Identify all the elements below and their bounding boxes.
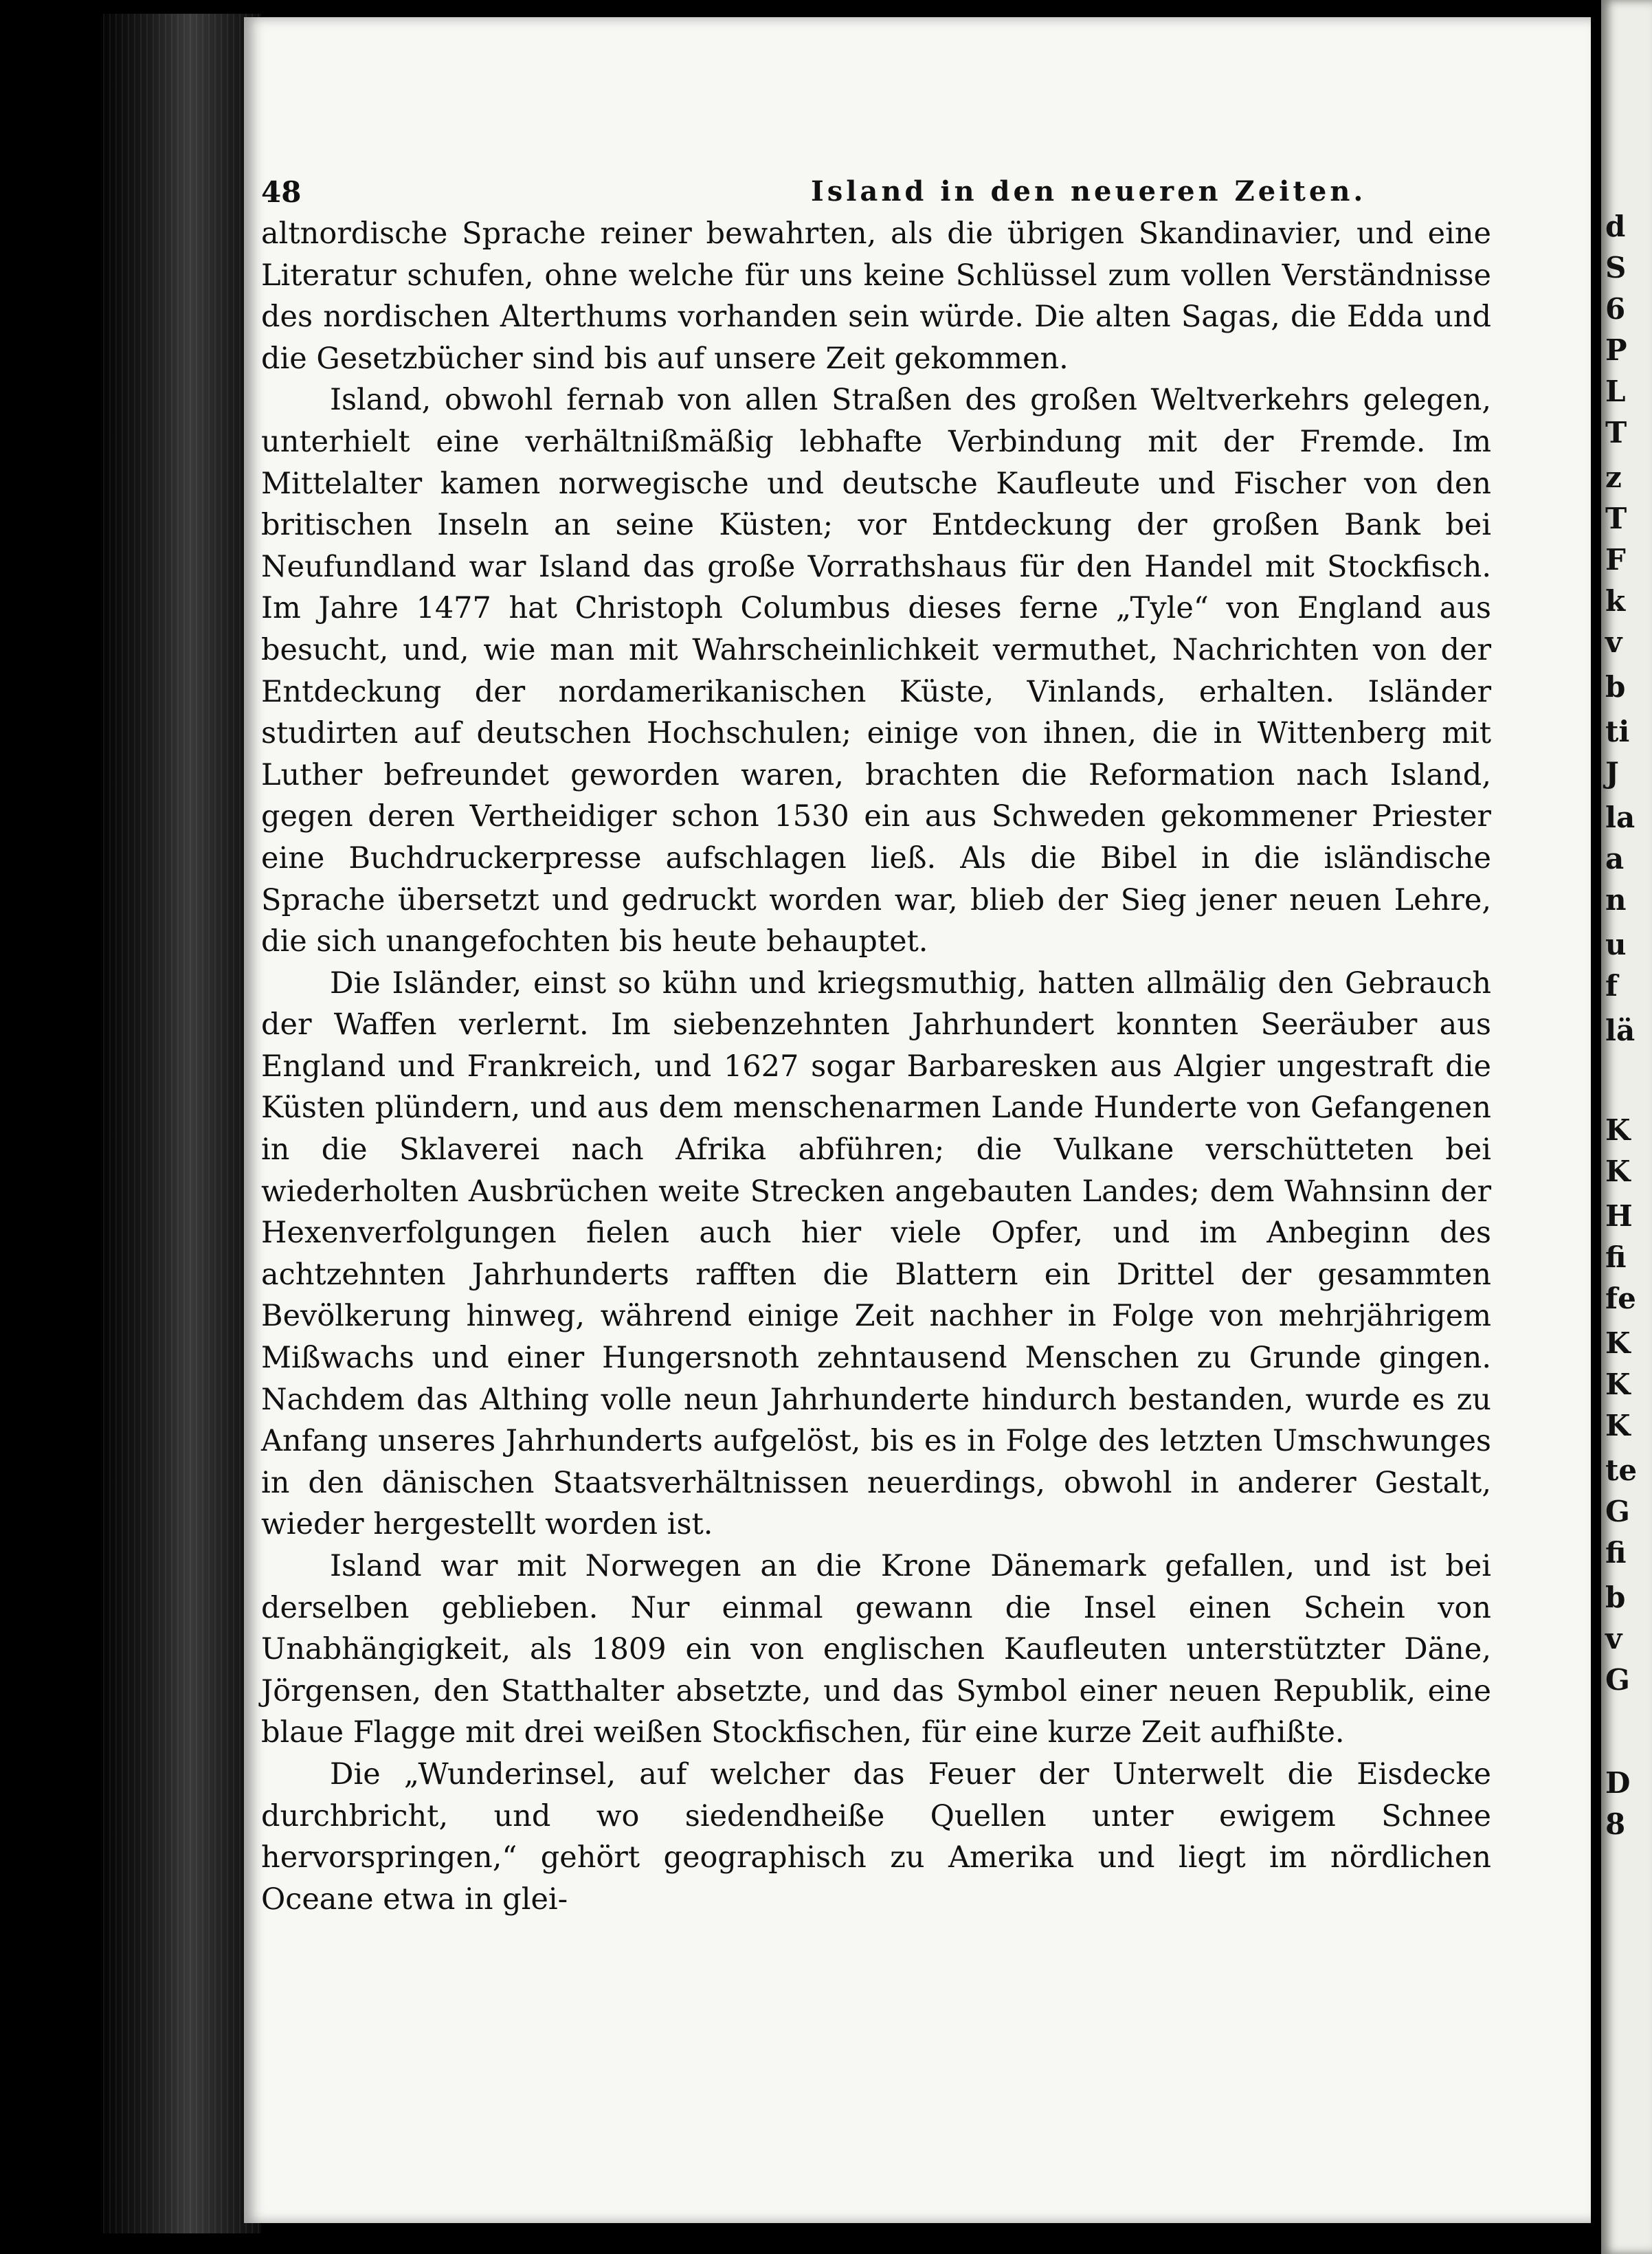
paragraph: Die Isländer, einst so kühn und kriegsmuthig, hatten allmälig den Gebrauch der Waffen verlernt. Im siebenzehnten Jahrhundert konnten Seeräuber aus England und Frankreich, und 1627 sogar Barbaresken aus Algier ungestraft die Küsten plündern, und aus dem menschenarmen Lande Hunderte von Gefangenen in die Sklaverei nach Afrika abführen; die Vulkane verschütteten bei wiederholten Ausbrüchen weite Strecken angebauten Landes; dem Wahnsinn der Hexenverfolgungen fielen auch hier viele Opfer, und im Anbeginn des achtzehnten Jahrhunderts rafften die Blattern ein Drittel der gesammten Bevölkerung hinweg, während einige Zeit nachher in Folge von mehrjährigem Mißwachs und einer Hungersnoth zehntausend Menschen zu Grunde gingen. Nachdem das Althing volle neun Jahrhunderte hindurch bestanden, wurde es zu Anfang unseres Jahrhunderts aufgelöst, bis es in Folge des letzten Umschwunges in den dänischen Staatsverhältnissen neuerdings, obwohl in anderer Gestalt, wieder hergestellt worden ist. xyxy=(261,966,1491,1542)
facing-page-fragment: fe xyxy=(1605,1282,1636,1315)
facing-page-fragment: 6 xyxy=(1605,292,1626,326)
facing-page-edge xyxy=(1601,0,1652,2254)
book-spine-page-edges xyxy=(103,14,261,2233)
facing-page-fragment: b xyxy=(1605,1581,1626,1614)
page-body xyxy=(261,213,1491,1920)
facing-page-fragment: H xyxy=(1605,1199,1633,1233)
running-title: Island in den neueren Zeiten. xyxy=(811,175,1367,208)
facing-page-fragment: fi xyxy=(1605,1536,1627,1570)
facing-page-fragment: v xyxy=(1605,625,1622,659)
facing-page-fragment: K xyxy=(1605,1409,1631,1442)
facing-page-fragment: te xyxy=(1605,1453,1638,1487)
facing-page-fragment: G xyxy=(1605,1663,1630,1697)
facing-page-fragment: L xyxy=(1605,375,1626,408)
facing-page-fragment: K xyxy=(1605,1326,1631,1360)
facing-page-fragment: T xyxy=(1605,416,1627,449)
facing-page-fragment: G xyxy=(1605,1495,1630,1528)
paragraph: altnordische Sprache reiner bewahrten, als die übrigen Skandinavier, und eine Literatur schufen, ohne welche für uns keine Schlüssel zum vollen Verständnisse des nordischen Alterthums vorhanden sein würde. Die alten Sagas, die Edda und die Gesetzbücher sind bis auf unsere Zeit gekommen. xyxy=(261,216,1491,376)
facing-page-fragment: K xyxy=(1605,1154,1631,1188)
facing-page-fragment: F xyxy=(1605,543,1626,577)
page-number: 48 xyxy=(261,175,302,209)
facing-page-fragment: K xyxy=(1605,1113,1631,1147)
facing-page-fragment: la xyxy=(1605,801,1636,834)
facing-page-fragment: v xyxy=(1605,1622,1622,1655)
paragraph: Island war mit Norwegen an die Krone Dänemark gefallen, und ist bei derselben geblieben. Nur einmal gewann die Insel einen Schein von Unabhängigkeit, als 1809 ein von englischen Kaufleuten unterstützter Däne, Jörgensen, den Statthalter absetzte, und das Symbol einer neuen Republik, eine blaue Flagge mit drei weißen Stockfischen, für eine kurze Zeit aufhißte. xyxy=(261,1549,1491,1750)
facing-page-fragment: D xyxy=(1605,1766,1631,1800)
facing-page-fragment: n xyxy=(1605,883,1627,917)
facing-page-fragment: 8 xyxy=(1605,1807,1626,1841)
facing-page-fragment: b xyxy=(1605,670,1626,704)
facing-page-fragment: fi xyxy=(1605,1240,1627,1274)
facing-page-fragment: P xyxy=(1605,333,1627,367)
facing-page-fragment: a xyxy=(1605,842,1625,875)
facing-page-fragment: z xyxy=(1605,460,1622,494)
facing-page-fragment: d xyxy=(1605,210,1626,243)
paragraph: Island, obwohl fernab von allen Straßen des großen Weltverkehrs gelegen, unterhielt eine verhältnißmäßig lebhafte Verbindung mit der Fremde. Im Mittelalter kamen norwegische und deutsche Kaufleute und Fischer von den britischen Inseln an seine Küsten; vor Entdeckung der großen Bank bei Neufundland war Island das große Vorrathshaus für den Handel mit Stockfisch. Im Jahre 1477 hat Christoph Columbus dieses ferne „Tyle“ von England aus besucht, und, wie man mit Wahrscheinlichkeit vermuthet, Nachrichten von der Entdeckung der nordamerikanischen Küste, Vinlands, erhalten. Isländer studirten auf deutschen Hochschulen; einige von ihnen, die in Wittenberg mit Luther befreundet geworden waren, brachten die Reformation nach Island, gegen deren Vertheidiger schon 1530 ein aus Schweden gekommener Priester eine Buchdruckerpresse aufschlagen ließ. Als die Bibel in die isländische Sprache übersetzt und gedruckt worden war, blieb der Sieg jener neuen Lehre, die sich unangefochten bis heute behauptet. xyxy=(261,383,1491,959)
paragraph: Die „Wunderinsel, auf welcher das Feuer der Unterwelt die Eisdecke durchbricht, und wo siedendheiße Quellen unter ewigem Schnee hervorspringen,“ gehört geographisch zu Amerika und liegt im nördlichen Oceane etwa in glei- xyxy=(261,1756,1491,1917)
facing-page-fragment: lä xyxy=(1605,1014,1636,1047)
facing-page-fragment: k xyxy=(1605,584,1626,618)
facing-page-fragment: K xyxy=(1605,1368,1631,1401)
facing-page-fragment: u xyxy=(1605,928,1627,961)
facing-page-fragment: f xyxy=(1605,969,1618,1003)
facing-page-fragment: ti xyxy=(1605,715,1630,748)
facing-page-fragment: S xyxy=(1605,251,1627,284)
facing-page-fragment: J xyxy=(1605,756,1619,790)
facing-page-fragment: T xyxy=(1605,502,1627,535)
